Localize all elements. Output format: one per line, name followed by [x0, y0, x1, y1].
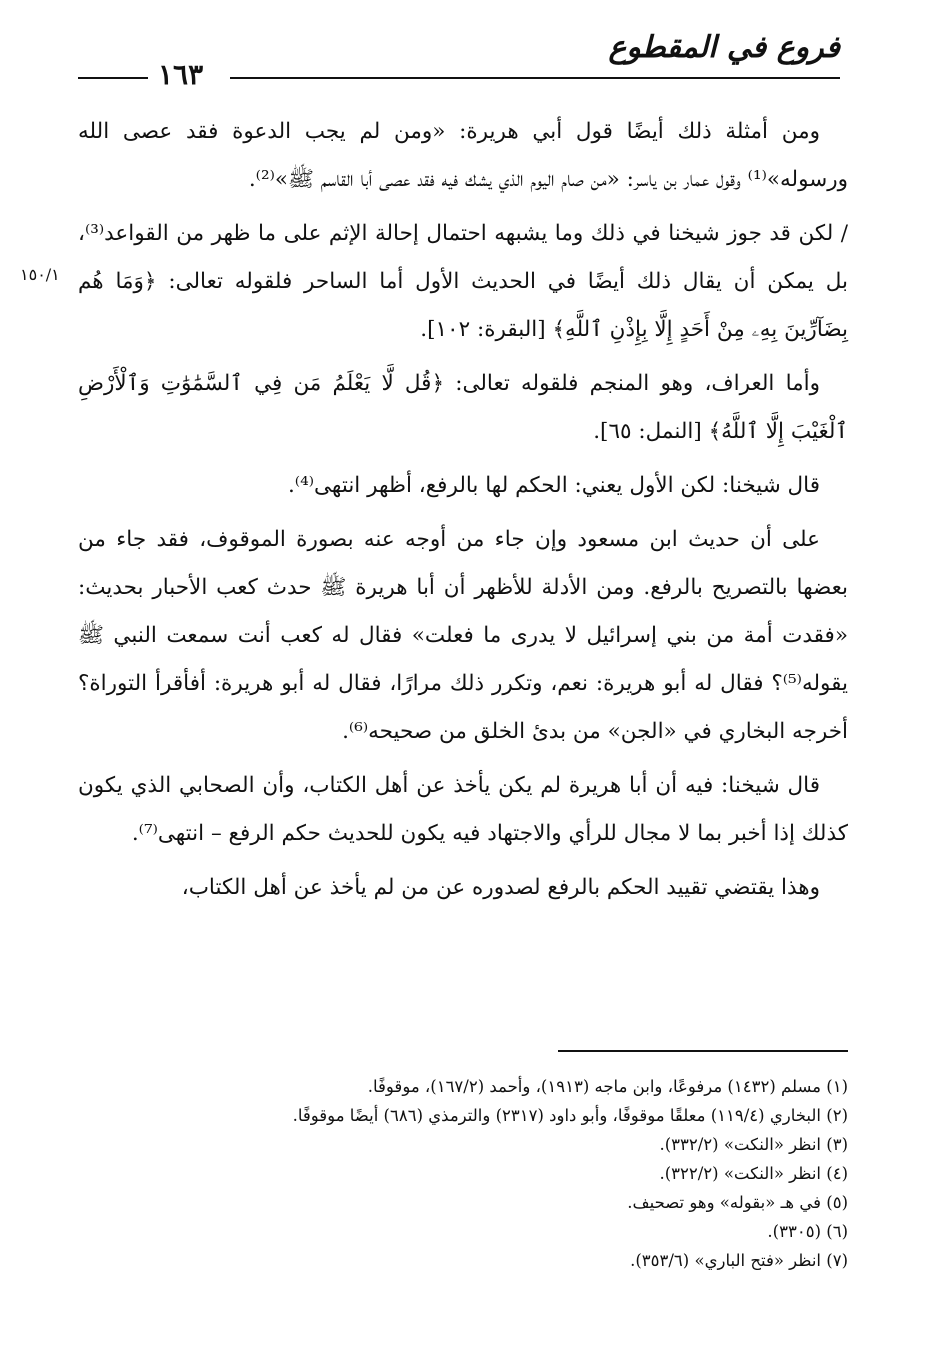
footnote: (٣) انظر «النكت» (٣٣٢/٢).	[659, 1135, 848, 1154]
paragraph: وأما العراف، وهو المنجم فلقوله تعالى: ﴿قُل لَّا يَعْلَمُ مَن فِي ٱلسَّمَٰوَٰتِ وَٱلْأَرْضِ ٱلْغَيْبَ إِلَّا ٱللَّهُ﴾ [النمل: ٦٥].	[78, 371, 848, 444]
paragraph: ومن أمثلة ذلك أيضًا قول أبي هريرة: «ومن لم يجب الدعوة فقد عصى الله ورسوله»⁽¹⁾ وقول عمار بن ياسر: «من صام اليوم الذي يشك فيه فقد عصى أبا القاسم ﷺ»⁽²⁾.	[78, 119, 848, 192]
margin-reference: ١٥٠/١	[20, 265, 60, 284]
footnotes	[78, 1072, 848, 1275]
header-rule-right	[230, 77, 840, 79]
paragraph: / لكن قد جوز شيخنا في ذلك وما يشبهه احتمال إحالة الإثم على ما ظهر من القواعد⁽³⁾، بل يمكن أن يقال ذلك أيضًا في الحديث الأول أما الساحر فلقوله تعالى: ﴿وَمَا هُم بِضَآرِّينَ بِهِۦ مِنْ أَحَدٍ إِلَّا بِإِذْنِ ٱللَّهِ﴾ [البقرة: ١٠٢].	[78, 221, 848, 342]
paragraph: قال شيخنا: لكن الأول يعني: الحكم لها بالرفع، أظهر انتهى⁽⁴⁾.	[287, 473, 820, 498]
footnote: (٤) انظر «النكت» (٣٢٢/٢).	[659, 1164, 848, 1183]
header-rule-left	[78, 77, 148, 79]
page-header	[60, 22, 850, 92]
footnote-separator	[558, 1050, 848, 1052]
paragraph: قال شيخنا: فيه أن أبا هريرة لم يكن يأخذ عن أهل الكتاب، وأن الصحابي الذي يكون كذلك إذا أخبر بما لا مجال للرأي والاجتهاد فيه يكون للحديث حكم الرفع – انتهى⁽⁷⁾.	[78, 773, 848, 846]
main-text	[78, 108, 848, 918]
footnote: (١) مسلم (١٤٣٢) مرفوعًا، وابن ماجه (١٩١٣)، وأحمد (١٦٧/٢)، موقوفًا.	[367, 1077, 848, 1096]
footnote: (٧) انظر «فتح الباري» (٣٥٣/٦).	[630, 1251, 848, 1270]
footnote: (٦) (٣٣٠٥).	[767, 1222, 848, 1241]
page-number: ١٦٣	[158, 58, 204, 91]
footnote: (٢) البخاري (١١٩/٤) معلقًا موقوفًا، وأبو داود (٢٣١٧) والترمذي (٦٨٦) أيضًا موقوفًا.	[292, 1106, 848, 1125]
running-title: فروع في المقطوع	[608, 30, 840, 65]
footnote: (٥) في هـ «بقوله» وهو تصحيف.	[627, 1193, 848, 1212]
paragraph: وهذا يقتضي تقييد الحكم بالرفع لصدوره عن من لم يأخذ عن أهل الكتاب،	[181, 875, 820, 900]
paragraph: على أن حديث ابن مسعود وإن جاء من أوجه عنه بصورة الموقوف، فقد جاء من بعضها بالتصريح بالرفع. ومن الأدلة للأظهر أن أبا هريرة ﷺ حدث كعب الأحبار بحديث: «فقدت أمة من بني إسرائيل لا يدرى ما فعلت» فقال له كعب أنت سمعت النبي ﷺ يقوله⁽⁵⁾؟ فقال له أبو هريرة: نعم، وتكرر ذلك مرارًا، فقال له أبو هريرة: أفأقرأ التوراة؟ أخرجه البخاري في «الجن» من بدئ الخلق من صحيحه⁽⁶⁾.	[78, 527, 848, 744]
